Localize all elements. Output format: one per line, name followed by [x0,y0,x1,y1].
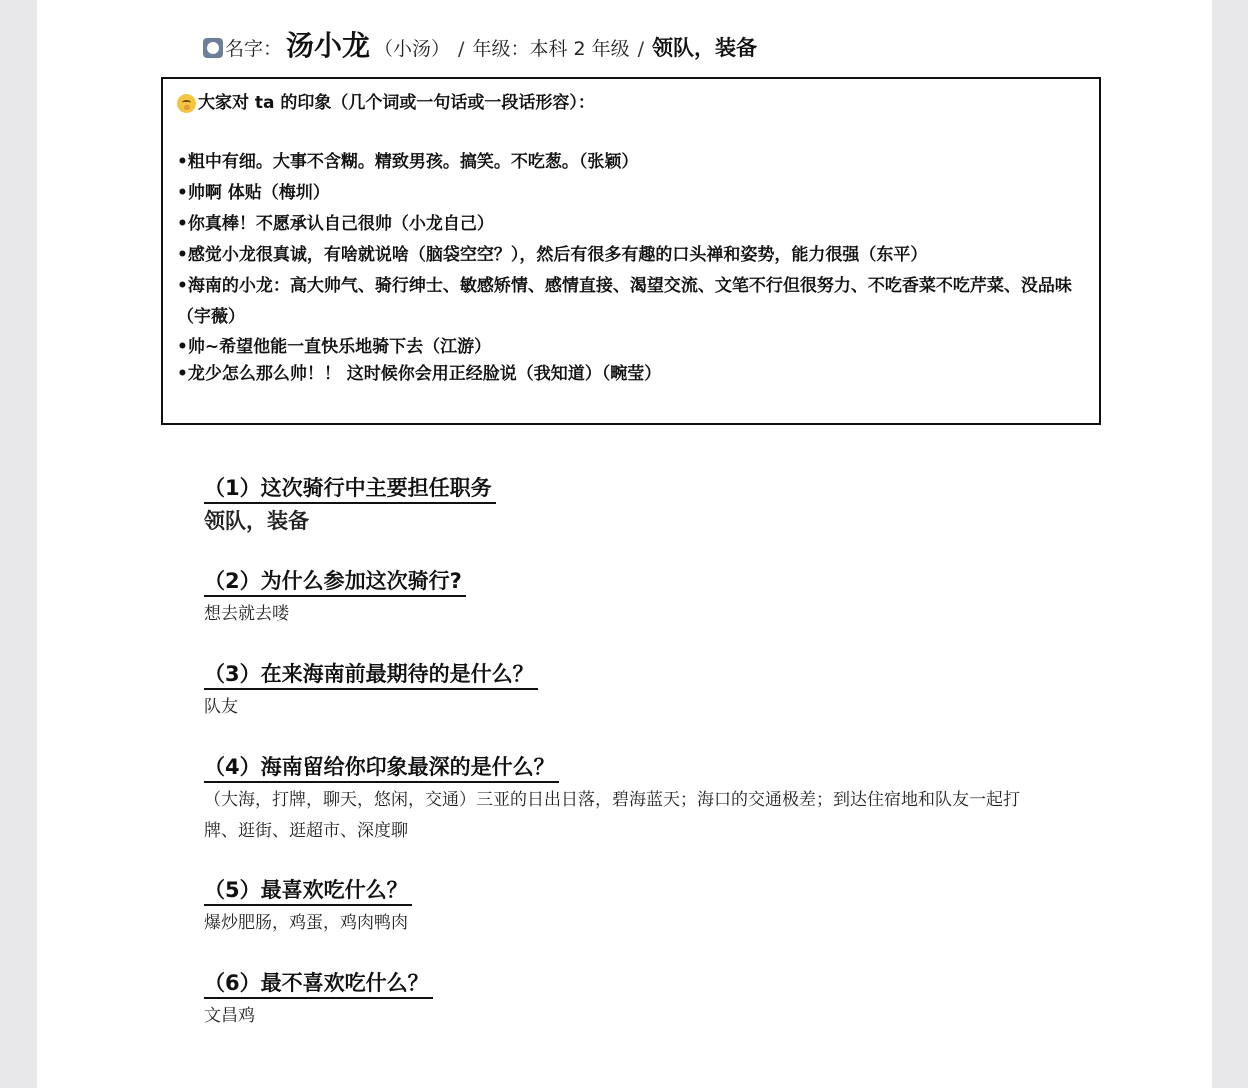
role-text: 领队，装备 [652,36,758,60]
qa-block-2 [204,567,466,630]
qa-block-3 [204,660,538,723]
name-label: 名字： [225,38,283,60]
question-heading: （3）在来海南前最期待的是什么？ [204,660,538,690]
impression-item: •龙少怎么那么帅！！ 这时候你会用正经脸说（我知道）（畹莹） [177,364,662,384]
answer-text: 队友 [204,697,238,717]
qa-block-4 [204,753,1034,847]
qa-block-5 [204,876,412,939]
impression-item: •帅啊 体贴（梅圳） [177,183,330,203]
qa-block-1 [204,474,496,537]
impression-item: •帅~希望他能一直快乐地骑下去（江游） [177,337,492,357]
record-button-icon [203,38,223,58]
impressions-title [177,89,1085,117]
question-heading: （1）这次骑行中主要担任职务 [204,474,496,504]
person-nickname: （小汤） [374,38,451,60]
impressions-box [161,77,1101,425]
answer-text: 文昌鸡 [204,1006,255,1026]
impression-item: •感觉小龙很真诚，有啥就说啥（脑袋空空？），然后有很多有趣的口头禅和姿势，能力很强（东平） [177,245,928,265]
header-separator: / [458,38,465,60]
impressions-list [177,147,1085,387]
header-separator: / [637,38,645,60]
qa-block-6 [204,969,433,1032]
answer-text: （大海，打牌，聊天，悠闲，交通）三亚的日出日落，碧海蓝天；海口的交通极差；到达住宿地和队友一起打牌、逛街、逛超市、深度聊 [204,790,1020,841]
profile-header [203,24,757,64]
grade-text: 年级：本科 2 年级 [472,38,630,60]
person-name: 汤小龙 [286,29,371,62]
question-heading: （5）最喜欢吃什么？ [204,876,412,906]
impressions-title-text: 大家对 ta 的印象（几个词或一句话或一段话形容）： [198,92,595,113]
question-heading: （6）最不喜欢吃什么？ [204,969,433,999]
answer-text: 爆炒肥肠，鸡蛋，鸡肉鸭肉 [204,913,408,933]
shushing-face-icon [177,94,196,113]
question-heading: （4）海南留给你印象最深的是什么？ [204,753,559,783]
impression-item: •粗中有细。大事不含糊。精致男孩。搞笑。不吃葱。（张颖） [177,152,639,172]
impression-item: •海南的小龙：高大帅气、骑行绅士、敏感矫情、感情直接、渴望交流、文笔不行但很努力、不吃香菜不吃芹菜、没品味（宇薇） [177,276,1072,327]
answer-text: 想去就去喽 [204,604,289,624]
answer-text: 领队，装备 [204,509,309,533]
question-heading: （2）为什么参加这次骑行? [204,567,466,597]
impression-item: •你真棒！不愿承认自己很帅（小龙自己） [177,214,494,234]
document-page [37,0,1212,1088]
